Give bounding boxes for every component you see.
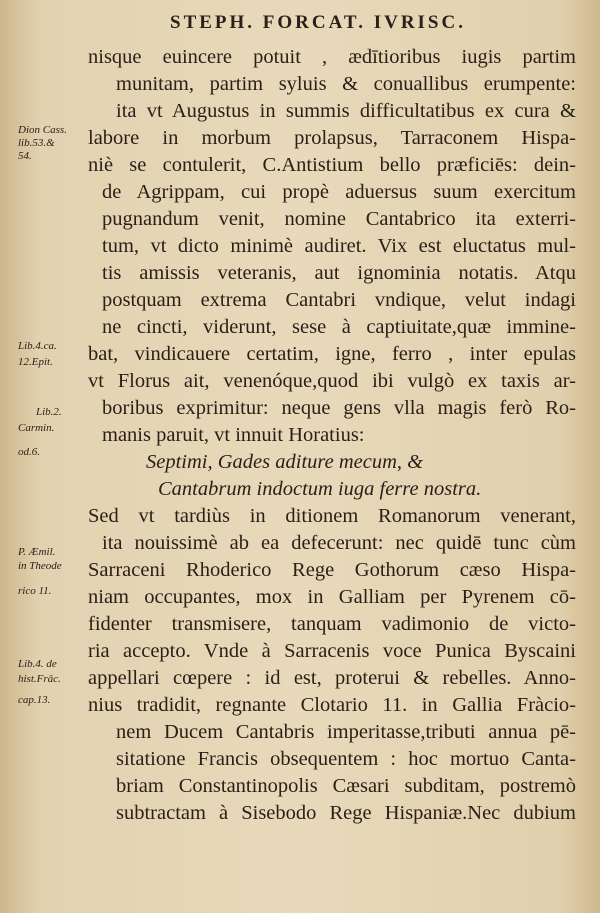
- text-line: labore in morbum prolapsus, Tarraconem Hispa-: [88, 127, 576, 149]
- body-text: [88, 44, 576, 827]
- text-line: pugnandum venit, nomine Cantabrico ita exterri-: [102, 208, 576, 230]
- text-line: nisque euincere potuit , ædītioribus iugis partim: [88, 46, 576, 68]
- text-line: boribus exprimitur: neque gens vlla magis ferò Ro-: [102, 397, 576, 419]
- text-line: nius tradidit, regnante Clotario 11. in Gallia Fràcio-: [88, 694, 576, 716]
- text-line: Sed vt tardiùs in ditionem Romanorum venerant,: [88, 505, 576, 527]
- margin-note: lib.53.&: [18, 137, 55, 149]
- margin-note: 54.: [18, 150, 32, 162]
- text-line: manis paruit, vt innuit Horatius:: [102, 424, 365, 446]
- text-line: tis amissis veteranis, aut ignominia notatis. Atqu: [102, 262, 576, 284]
- text-line: niè se contulerit, C.Antistium bello præficiēs: dein-: [88, 154, 576, 176]
- verse-line: Cantabrum indoctum iuga ferre nostra.: [158, 478, 482, 500]
- margin-note: Carmin.: [18, 422, 55, 434]
- text-line: de Agrippam, cui propè aduersus suum exercitum: [102, 181, 576, 203]
- margin-note: od.6.: [18, 446, 40, 458]
- text-line: appellari cœpere : id est, proterui & rebelles. Anno-: [88, 667, 576, 689]
- text-line: vt Florus ait, venenóque,quod ibi vulgò ex taxis ar-: [88, 370, 576, 392]
- margin-note: rico 11.: [18, 585, 52, 597]
- text-line: briam Constantinopolis Cæsari subditam, postremò: [116, 775, 576, 797]
- margin-note: P. Æmil.: [18, 546, 56, 558]
- text-line: munitam, partim syluis & conuallibus erumpente:: [116, 73, 576, 95]
- text-line: subtractam à Sisebodo Rege Hispaniæ.Nec dubium: [116, 802, 576, 824]
- text-line: tum, vt dicto minimè audiret. Vix est eluctatus mul-: [102, 235, 576, 257]
- margin-note: Dion Cass.: [18, 124, 67, 136]
- margin-note: Lib.4.ca.: [18, 340, 57, 352]
- text-line: bat, vindicauere certatim, igne, ferro , inter epulas: [88, 343, 576, 365]
- margin-note: Lib.4. de: [18, 658, 57, 670]
- text-line: postquam extrema Cantabri vndique, velut indagi: [102, 289, 576, 311]
- text-line: Sarraceni Rhoderico Rege Gothorum cæso Hispa-: [88, 559, 576, 581]
- text-line: niam occupantes, mox in Galliam per Pyrenem cō-: [88, 586, 576, 608]
- verse-line: Septimi, Gades aditure mecum, &: [146, 451, 424, 473]
- text-line: ria accepto. Vnde à Sarracenis voce Punica Byscaini: [88, 640, 576, 662]
- text-line: nem Ducem Cantabris imperitasse,tributi annua pē-: [116, 721, 576, 743]
- text-line: fidenter transmisere, tanquam vadimonio de victo-: [88, 613, 576, 635]
- text-line: ne cincti, viderunt, sese à captiuitate,quæ immine-: [102, 316, 576, 338]
- running-header: STEPH. FORCAT. IVRISC.: [170, 12, 466, 33]
- margin-note: Lib.2.: [36, 406, 62, 418]
- margin-note: 12.Epit.: [18, 356, 53, 368]
- margin-note: hist.Frāc.: [18, 673, 61, 685]
- text-line: sitatione Francis obsequentem : hoc mortuo Canta-: [116, 748, 576, 770]
- margin-note: cap.13.: [18, 694, 51, 706]
- text-line: ita nouissimè ab ea defecerunt: nec quidē tunc cùm: [102, 532, 576, 554]
- text-line: ita vt Augustus in summis difficultatibus ex cura &: [116, 100, 576, 122]
- margin-note: in Theode: [18, 560, 62, 572]
